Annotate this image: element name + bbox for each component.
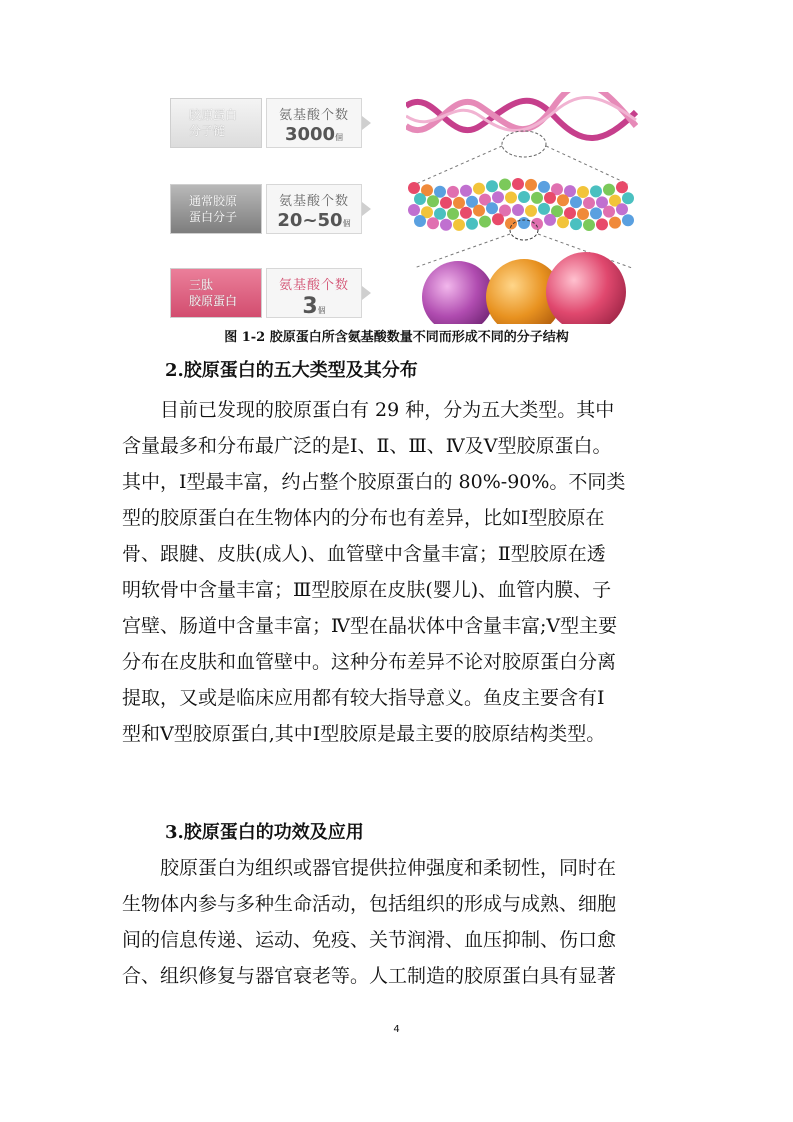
amino-bead [434, 186, 446, 198]
count-title: 氨基酸个数 [278, 194, 349, 209]
text-line: 骨、跟腱、皮肤(成人)、血管壁中含量丰富；Ⅱ型胶原在透 [122, 543, 606, 565]
amino-bead-cluster-icon [408, 178, 634, 231]
row-label-line: 胶原蛋白 [189, 108, 238, 122]
amino-bead [466, 218, 478, 230]
amino-bead [486, 180, 498, 192]
amino-bead [622, 214, 634, 226]
amino-bead [583, 219, 595, 231]
amino-bead [590, 185, 602, 197]
amino-bead [453, 197, 465, 209]
amino-bead [453, 219, 465, 231]
text-line: 合、组织修复与器官衰老等。人工制造的胶原蛋白具有显著 [122, 965, 617, 987]
text-line: 生物体内参与多种生命活动，包括组织的形成与成熟、细胞 [122, 893, 617, 915]
amino-bead [525, 179, 537, 191]
text-line: 间的信息传递、运动、免疫、关节润滑、血压抑制、伤口愈 [122, 929, 617, 951]
amino-bead [440, 219, 452, 231]
amino-bead [531, 192, 543, 204]
amino-bead [460, 207, 472, 219]
amino-bead [531, 218, 543, 230]
section-heading: 3.胶原蛋白的功效及应用 [165, 822, 364, 843]
row-label-line: 蛋白分子 [189, 210, 238, 224]
arrow-icon [362, 202, 371, 216]
amino-bead [544, 214, 556, 226]
text-line: 宫壁、肠道中含量丰富；Ⅳ型在晶状体中含量丰富;Ⅴ型主要 [122, 615, 618, 637]
amino-bead [538, 203, 550, 215]
text-line: 型的胶原蛋白在生物体内的分布也有差异，比如Ⅰ型胶原在 [122, 507, 605, 529]
amino-bead [603, 184, 615, 196]
row-label-line: 分子链 [189, 124, 226, 138]
amino-bead [512, 178, 524, 190]
amino-count-box [266, 98, 362, 148]
row-label [170, 98, 262, 148]
text-line: 明软骨中含量丰富；Ⅲ型胶原在皮肤(婴儿)、血管内膜、子 [122, 579, 612, 601]
amino-bead [447, 186, 459, 198]
text-line: 其中，Ⅰ型最丰富，约占整个胶原蛋白的 80%-90%。不同类 [122, 471, 626, 493]
amino-bead [577, 186, 589, 198]
amino-bead [505, 218, 517, 230]
amino-bead [427, 217, 439, 229]
section-paragraph [122, 392, 673, 752]
count-title: 氨基酸个数 [278, 278, 349, 293]
count-title: 氨基酸个数 [278, 108, 349, 123]
collagen-figure [170, 92, 640, 324]
amino-bead [427, 195, 439, 207]
section-paragraph [122, 850, 673, 994]
amino-bead [440, 197, 452, 209]
text-line: 型和Ⅴ型胶原蛋白,其中Ⅰ型胶原是最主要的胶原结构类型。 [122, 723, 606, 745]
molecule-illustration [406, 92, 638, 324]
amino-bead [492, 191, 504, 203]
text-line: 分布在皮肤和血管壁中。这种分布差异不论对胶原蛋白分离 [122, 651, 617, 673]
row-label-line: 胶原蛋白 [189, 294, 238, 308]
amino-bead [570, 218, 582, 230]
arrow-icon [362, 286, 371, 300]
amino-bead [544, 192, 556, 204]
amino-bead [408, 204, 420, 216]
count-value: 3000個 [284, 124, 344, 145]
arrow-icon [362, 116, 371, 130]
amino-bead [616, 203, 628, 215]
amino-bead [518, 191, 530, 203]
count-value: 3個 [302, 294, 326, 319]
amino-bead [414, 215, 426, 227]
amino-bead [596, 218, 608, 230]
row-label [170, 184, 262, 234]
text-line: 胶原蛋白为组织或器官提供拉伸强度和柔韧性，同时在 [122, 857, 617, 879]
amino-bead [557, 194, 569, 206]
amino-bead [577, 208, 589, 220]
text-line: 含量最多和分布最广泛的是Ⅰ、Ⅱ、Ⅲ、Ⅳ及Ⅴ型胶原蛋白。 [122, 435, 612, 457]
amino-bead [414, 193, 426, 205]
amino-bead [609, 217, 621, 229]
row-label-line: 三肽 [189, 278, 214, 292]
amino-bead [408, 182, 420, 194]
row-label-line: 通常胶原 [189, 194, 238, 208]
amino-bead [499, 179, 511, 191]
amino-bead [570, 196, 582, 208]
section-heading: 2.胶原蛋白的五大类型及其分布 [165, 360, 418, 381]
amino-count-box [266, 268, 362, 318]
amino-bead [603, 206, 615, 218]
amino-bead [622, 192, 634, 204]
amino-bead [492, 213, 504, 225]
amino-bead [505, 192, 517, 204]
count-value: 20~50個 [277, 210, 351, 231]
text-line: 提取，又或是临床应用都有较大指导意义。鱼皮主要含有Ⅰ [122, 687, 605, 709]
amino-bead [512, 204, 524, 216]
amino-bead [590, 207, 602, 219]
amino-bead [518, 217, 530, 229]
amino-bead [583, 197, 595, 209]
tripeptide-spheres-icon [422, 252, 626, 324]
amino-bead [473, 183, 485, 195]
amino-bead [557, 216, 569, 228]
amino-bead [434, 208, 446, 220]
row-label [170, 268, 262, 318]
amino-bead [538, 181, 550, 193]
amino-bead [486, 202, 498, 214]
amino-bead [460, 185, 472, 197]
text-line: 目前已发现的胶原蛋白有 29 种，分为五大类型。其中 [122, 399, 615, 421]
page-number: 4 [393, 1024, 400, 1035]
amino-bead [473, 205, 485, 217]
amino-bead [479, 216, 491, 228]
figure-caption: 图 1-2 胶原蛋白所含氨基酸数量不同而形成不同的分子结构 [224, 330, 569, 345]
amino-count-box [266, 184, 362, 234]
amino-bead [447, 208, 459, 220]
amino-bead [616, 181, 628, 193]
amino-bead [525, 205, 537, 217]
